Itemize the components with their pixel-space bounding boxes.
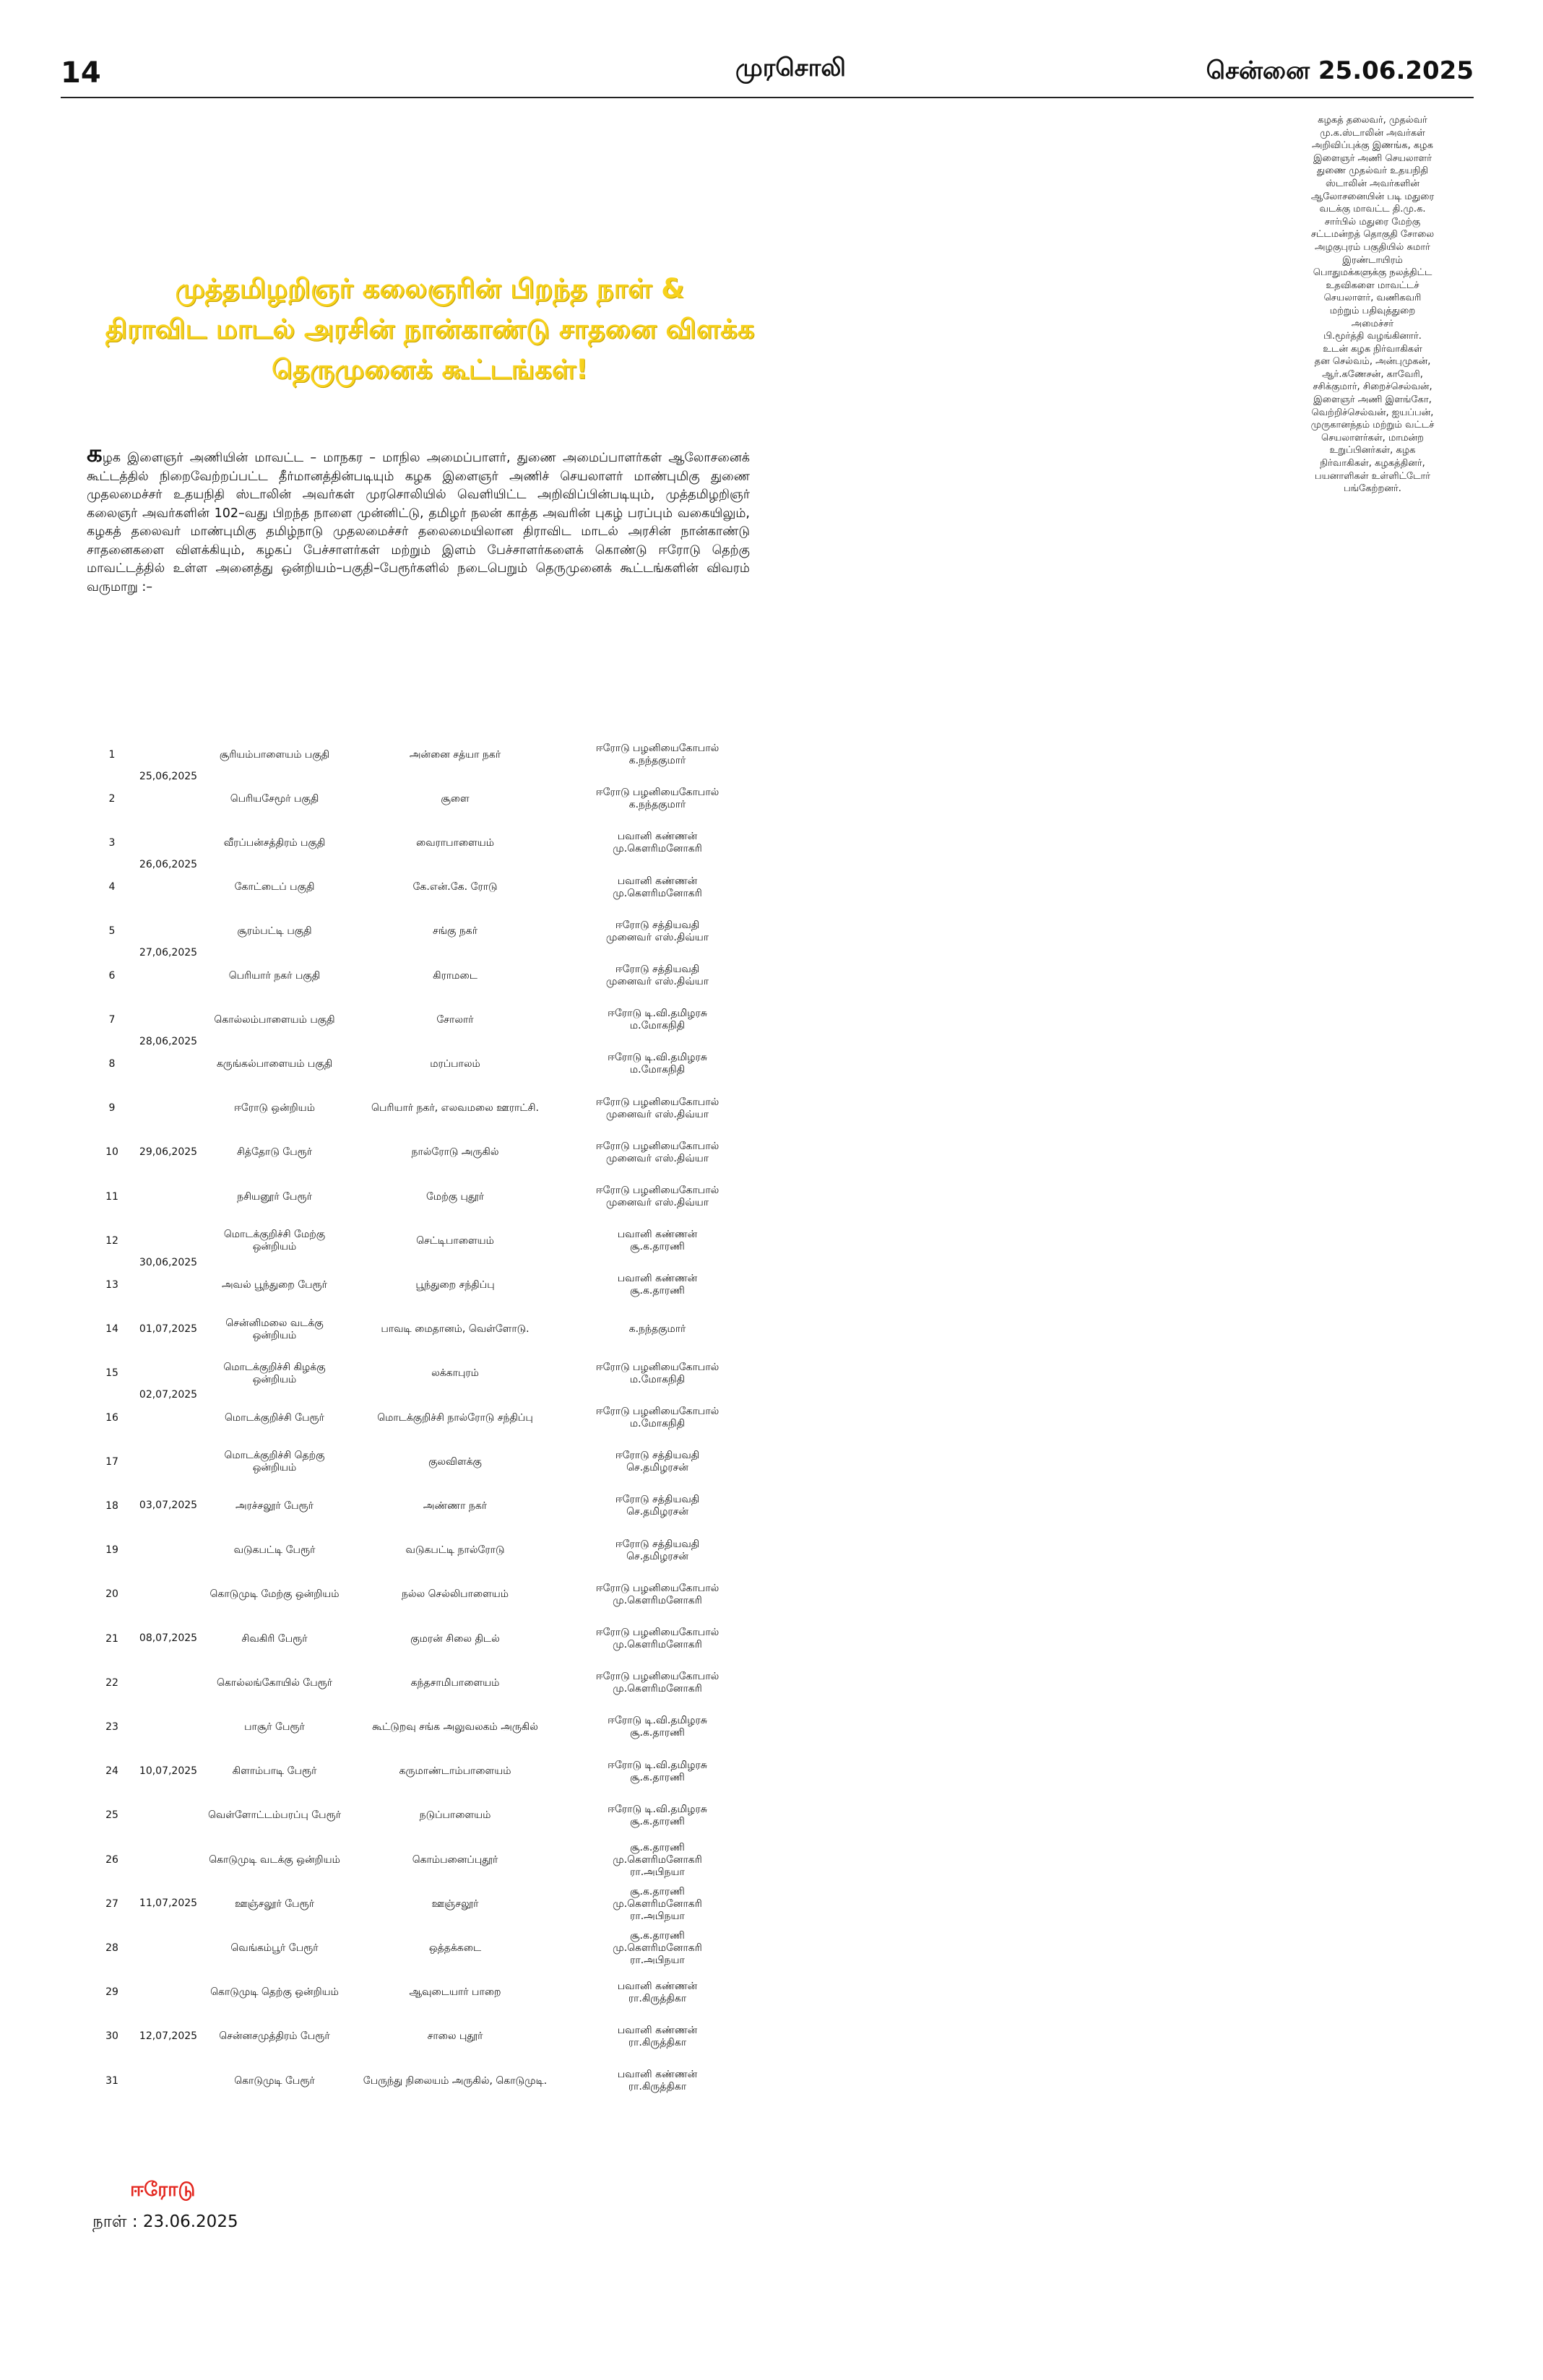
speaker-name: ரா.அபிநயா <box>630 1866 685 1878</box>
caption-line: அமைச்சர் <box>1351 318 1394 329</box>
speaker-name: ம.மோகநிதி <box>629 1020 686 1032</box>
table-row <box>94 955 744 997</box>
speaker-name: மு.கௌரிமனோகரி <box>613 1594 702 1606</box>
header-rule <box>61 97 1474 98</box>
caption-line: செயலாளர்கள், மாமன்ற <box>1321 432 1425 443</box>
speaker-name: க.நந்தகுமார் <box>628 755 686 766</box>
headline-line: முத்தமிழறிஞர் கலைஞரின் பிறந்த நாள் & <box>175 273 685 304</box>
caption-line: சசிக்குமார், சிறைச்செல்வன், <box>1313 381 1432 393</box>
speaker-name: ஈரோடு பழனியைகோபால் <box>595 1096 719 1108</box>
row-location: கூட்டுறவு சங்க அலுவலகம் அருகில் <box>372 1721 538 1733</box>
speaker-name: ஈரோடு பழனியைகோபால் <box>595 1361 719 1373</box>
schedule-date: 02,07,2025 <box>139 1389 198 1401</box>
row-place: கொடுமுடி வடக்கு ஒன்றியம் <box>209 1853 340 1866</box>
row-place: கருங்கல்பாளையம் பகுதி <box>216 1057 333 1070</box>
row-place: சூரியம்பாளையம் பகுதி <box>219 748 330 761</box>
row-place: வடுகபட்டி பேரூர் <box>233 1544 316 1557</box>
speaker-name: பவானி கண்ணன் <box>617 1980 698 1992</box>
row-place: வெள்ளோட்டம்பரப்பு பேரூர் <box>207 1809 342 1822</box>
row-location: குலவிளக்கு <box>428 1455 482 1468</box>
schedule-date: 01,07,2025 <box>139 1323 198 1335</box>
row-location: ஊஞ்சலூர் <box>431 1897 479 1910</box>
table-row <box>94 1397 744 1439</box>
table-row <box>94 1574 744 1616</box>
drop-cap: க <box>87 439 103 468</box>
row-location: சங்கு நகர் <box>432 925 478 938</box>
row-number: 28 <box>105 1942 118 1954</box>
table-row <box>94 2060 744 2102</box>
speaker-name: ஈரோடு பழனியைகோபால் <box>595 1582 719 1594</box>
row-speakers <box>571 2060 744 2102</box>
speaker-name: சூ.க.தாரணி <box>630 1841 685 1853</box>
row-number: 13 <box>105 1278 118 1291</box>
caption-line: அழகுபுரம் பகுதியில் சுமார் <box>1315 241 1430 253</box>
caption-line: ஆர்.கணேசன், காவேரி, <box>1322 368 1423 380</box>
speaker-name: ஈரோடு டி.வி.தமிழரசு <box>608 1759 707 1771</box>
schedule-date: 29,06,2025 <box>139 1146 198 1158</box>
table-row <box>94 1972 744 2014</box>
speaker-name: க.நந்தகுமார் <box>628 1323 686 1336</box>
page-number: 14 <box>61 56 101 90</box>
row-place: கொடுமுடி தெற்கு ஒன்றியம் <box>210 1986 339 1999</box>
row-location: வைராபாளையம் <box>415 836 495 849</box>
row-number: 7 <box>108 1013 116 1026</box>
row-place: அவல் பூந்துறை பேரூர் <box>221 1278 327 1291</box>
row-place: கொடுமுடி மேற்கு ஒன்றியம் <box>209 1588 340 1601</box>
speaker-name: பவானி கண்ணன் <box>617 1229 698 1241</box>
row-place: பாசூர் பேரூர் <box>244 1721 305 1733</box>
row-location: மேற்கு புதூர் <box>425 1190 485 1203</box>
speaker-name: மு.கௌரிமனோகரி <box>613 1942 702 1954</box>
schedule-date: 10,07,2025 <box>139 1765 198 1777</box>
row-number: 24 <box>105 1765 118 1778</box>
row-speakers <box>571 1264 744 1306</box>
photo-caption <box>1300 114 1445 496</box>
table-row <box>94 734 744 776</box>
row-speakers <box>571 1972 744 2014</box>
row-number: 16 <box>105 1411 118 1424</box>
table-row <box>94 1043 744 1085</box>
speaker-name: சூ.க.தாரணி <box>630 1771 685 1783</box>
caption-line: நிர்வாகிகள், கழகத்தினர், <box>1320 458 1425 469</box>
table-row <box>94 1264 744 1306</box>
row-speakers <box>571 999 744 1041</box>
row-location: கே.என்.கே. ரோடு <box>412 881 498 893</box>
row-place: சென்னிமலை வடக்கு ஒன்றியம் <box>225 1317 324 1341</box>
speaker-name: பவானி கண்ணன் <box>617 2069 698 2080</box>
row-number: 18 <box>105 1500 118 1512</box>
speaker-name: ஈரோடு பழனியைகோபால் <box>595 1140 719 1152</box>
row-number: 27 <box>105 1897 118 1910</box>
row-speakers <box>571 911 744 953</box>
speaker-name: ஈரோடு டி.வி.தமிழரசு <box>608 1715 707 1727</box>
caption-line: சார்பில் மதுரை மேற்கு <box>1324 216 1421 228</box>
row-number: 29 <box>105 1986 118 1999</box>
row-place: சூரம்பட்டி பகுதி <box>237 925 312 938</box>
row-number: 23 <box>105 1721 118 1733</box>
table-row <box>94 1530 744 1572</box>
row-speakers <box>571 778 744 820</box>
table-row <box>94 911 744 953</box>
row-location: கொம்பனைப்புதூர் <box>412 1853 498 1866</box>
schedule-date: 26,06,2025 <box>139 859 198 870</box>
row-number: 2 <box>108 792 116 805</box>
speaker-name: செ.தமிழரசன் <box>626 1506 688 1518</box>
row-number: 20 <box>105 1588 118 1601</box>
footer-district: ஈரோடு <box>130 2178 196 2201</box>
row-location: கருமாண்டாம்பாளையம் <box>399 1765 511 1778</box>
row-number: 26 <box>105 1853 118 1866</box>
row-place: சிவகிரி பேரூர் <box>241 1632 308 1645</box>
row-number: 10 <box>105 1146 118 1159</box>
schedule-date: 08,07,2025 <box>139 1632 198 1644</box>
speaker-name: செ.தமிழரசன் <box>626 1462 688 1474</box>
intro-text: ழக இளைஞர் அணியின் மாவட்ட – மாநகர – மாநில அமைப்பாளர், துணை அமைப்பாளர்கள் ஆலோசனைக் கூட்டத்தில் நிறைவேற்றப்பட்ட தீர்மானத்தின்படியும் கழக இளைஞர் அணிச் செயலாளர் மாண்புமிகு துணை முதலமைச்சர் உதயநிதி ஸ்டாலின் அவர்கள் முரசொலியில் வெளியிட்ட அறிவிப்பின்படியும், முத்தமிழறிஞர் கலைஞர் அவர்களின் 102–வது பிறந்த நாளை முன்னிட்டு, தமிழர் நலன் காத்த அவரின் புகழ் பரப்பும் வகையிலும், கழகத் தலைவர் மாண்புமிகு தமிழ்நாடு முதலமைச்சர் தலைமையிலான திராவிட மாடல் அரசின் நான்காண்டு சாதனைகளை விளக்கியும், கழகப் பேச்சாளர்கள் மற்றும் இளம் பேச்சாளர்களைக் கொண்டு ஈரோடு தெற்கு மாவட்டத்தில் உள்ள அனைத்து ஒன்றியம்–பகுதி–பேரூர்களில் நடைபெறும் தெருமுனைக் கூட்டங்களின் விவரம் வருமாறு :– <box>87 451 750 594</box>
row-location: லக்காபுரம் <box>431 1367 479 1380</box>
row-number: 11 <box>105 1190 118 1203</box>
row-speakers <box>571 1088 744 1130</box>
row-place: அரச்சலூர் பேரூர் <box>235 1500 314 1512</box>
row-number: 22 <box>105 1676 118 1689</box>
row-location: பூந்துறை சந்திப்பு <box>415 1278 495 1291</box>
row-speakers <box>571 734 744 776</box>
speaker-name: மு.கௌரிமனோகரி <box>613 843 702 855</box>
table-row <box>94 1353 744 1395</box>
footer-date: நாள் : 23.06.2025 <box>92 2212 238 2231</box>
row-speakers <box>571 1574 744 1616</box>
speaker-name: மு.கௌரிமனோகரி <box>613 1683 702 1695</box>
schedule-date: 03,07,2025 <box>139 1500 198 1512</box>
row-location: சாலை புதூர் <box>427 2030 483 2043</box>
row-speakers <box>571 2016 744 2058</box>
table-row <box>94 1176 744 1218</box>
row-place: கிளாம்பாடி பேரூர் <box>232 1765 317 1778</box>
row-location: அன்னை சத்யா நகர் <box>409 748 501 761</box>
caption-line: முருகானந்தம் மற்றும் வட்டச் <box>1310 420 1435 431</box>
speaker-name: சூ.க.தாரணி <box>630 1727 685 1739</box>
speaker-name: ம.மோகநிதி <box>629 1418 686 1429</box>
caption-line: உடன் கழக நிர்வாகிகள் <box>1323 343 1422 355</box>
headline <box>87 269 773 390</box>
row-location: வடுகபட்டி நால்ரோடு <box>405 1544 505 1557</box>
caption-line: வெற்றிச்செல்வன், ஐயப்பன், <box>1311 407 1434 418</box>
row-number: 5 <box>108 925 116 938</box>
speaker-name: ரா.கிருத்திகா <box>628 2081 687 2093</box>
row-number: 6 <box>108 969 116 982</box>
table-row <box>94 1088 744 1130</box>
caption-line: உதவிகளை மாவட்டச் <box>1326 280 1419 291</box>
row-place: ஈரோடு ஒன்றியம் <box>234 1102 315 1115</box>
speaker-name: மு.கௌரிமனோகரி <box>613 1897 702 1910</box>
row-location: குமரன் சிலை திடல் <box>410 1632 500 1645</box>
schedule-date: 28,06,2025 <box>139 1035 198 1047</box>
row-speakers <box>571 1043 744 1085</box>
table-row <box>94 1706 744 1748</box>
speaker-name: சூ.க.தாரணி <box>630 1885 685 1897</box>
row-speakers <box>571 1706 744 1748</box>
row-speakers <box>571 1309 744 1351</box>
speaker-name: பவானி கண்ணன் <box>617 2024 698 2036</box>
speaker-name: பவானி கண்ணன் <box>617 1273 698 1285</box>
row-place: வீரப்பன்சத்திரம் பகுதி <box>223 836 326 849</box>
row-number: 9 <box>108 1102 116 1115</box>
schedule-date: 25,06,2025 <box>139 770 198 782</box>
row-place: மொடக்குறிச்சி தெற்கு ஒன்றியம் <box>224 1450 325 1474</box>
caption-line: பயனாளிகள் உள்ளிட்டோர் <box>1314 470 1431 482</box>
caption-line: வடக்கு மாவட்ட தி.மு.க. <box>1319 204 1426 215</box>
speaker-name: ஈரோடு பழனியைகோபால் <box>595 1627 719 1638</box>
speaker-name: ஈரோடு சத்தியவதி <box>615 1538 700 1550</box>
row-speakers <box>571 955 744 997</box>
row-place: கொடுமுடி பேரூர் <box>234 2074 315 2087</box>
row-number: 17 <box>105 1455 118 1468</box>
table-row <box>94 1795 744 1837</box>
speaker-name: மு.கௌரிமனோகரி <box>613 1639 702 1650</box>
speaker-name: ஈரோடு பழனியைகோபால் <box>595 1406 719 1417</box>
row-speakers <box>571 1839 744 1881</box>
caption-line: இளைஞர் அணி இளங்கோ, <box>1313 394 1432 406</box>
row-number: 25 <box>105 1809 118 1822</box>
speaker-name: ஈரோடு சத்தியவதி <box>615 1450 700 1462</box>
row-location: ஒத்தக்கடை <box>428 1942 482 1954</box>
speaker-name: முனைவர் எஸ்.திவ்யா <box>605 1108 709 1120</box>
caption-line: இளைஞர் அணி செயலாளர் <box>1313 152 1432 164</box>
newspaper-name: முரசொலி <box>735 53 846 82</box>
table-row <box>94 999 744 1041</box>
row-number: 21 <box>105 1632 118 1645</box>
row-number: 1 <box>108 748 116 761</box>
row-number: 4 <box>108 881 116 893</box>
row-location: பாவடி மைதானம், வெள்ளோடு. <box>381 1323 530 1336</box>
row-place: நசியனூர் பேரூர் <box>237 1190 312 1203</box>
speaker-name: பவானி கண்ணன் <box>617 831 698 843</box>
row-location: மரப்பாலம் <box>430 1057 480 1070</box>
schedule-date: 27,06,2025 <box>139 947 198 959</box>
speaker-name: ஈரோடு சத்தியவதி <box>615 919 700 931</box>
table-row <box>94 1662 744 1704</box>
caption-line: மற்றும் பதிவுத்துறை <box>1329 305 1416 316</box>
row-speakers <box>571 867 744 909</box>
row-location: நல்ல செல்லிபாளையம் <box>401 1588 509 1601</box>
row-speakers <box>571 1795 744 1837</box>
headline-line: திராவிட மாடல் அரசின் நான்காண்டு சாதனை விளக்க <box>105 313 755 345</box>
row-speakers <box>571 1397 744 1439</box>
caption-line: உறுப்பினர்கள், கழக <box>1329 445 1416 456</box>
speaker-name: ஈரோடு சத்தியவதி <box>615 964 700 975</box>
row-place: வெங்கம்பூர் பேரூர் <box>230 1942 319 1954</box>
headline-line: தெருமுனைக் கூட்டங்கள்! <box>271 354 589 385</box>
caption-line: கழகத் தலைவர், முதல்வர் <box>1318 115 1427 126</box>
row-location: செட்டிபாளையம் <box>416 1234 494 1247</box>
row-place: பெரியார் நகர் பகுதி <box>228 969 321 982</box>
row-number: 31 <box>105 2074 118 2087</box>
caption-line: அறிவிப்புக்கு இணங்க, கழக <box>1312 140 1433 152</box>
speaker-name: சூ.க.தாரணி <box>630 1929 685 1942</box>
row-place: கொல்லங்கோயில் பேரூர் <box>216 1676 333 1689</box>
speaker-name: ம.மோகநிதி <box>629 1373 686 1385</box>
speaker-name: ஈரோடு டி.வி.தமிழரசு <box>608 1052 707 1064</box>
table-row <box>94 778 744 820</box>
speaker-name: ரா.அபிநயா <box>630 1910 685 1922</box>
row-number: 14 <box>105 1323 118 1336</box>
speaker-name: முனைவர் எஸ்.திவ்யா <box>605 976 709 987</box>
schedule-date: 12,07,2025 <box>139 2030 198 2042</box>
speaker-name: ரா.கிருத்திகா <box>628 2036 687 2048</box>
speaker-name: ஈரோடு டி.வி.தமிழரசு <box>608 1008 707 1020</box>
row-location: கந்தசாமிபாளையம் <box>410 1676 500 1689</box>
row-location: அண்ணா நகர் <box>423 1500 488 1512</box>
row-number: 3 <box>108 836 116 849</box>
row-location: கிராமடை <box>433 969 477 982</box>
row-location: பேருந்து நிலையம் அருகில், கொடுமுடி. <box>363 2074 548 2087</box>
row-number: 8 <box>108 1057 116 1070</box>
row-speakers <box>571 1530 744 1572</box>
speaker-name: ஈரோடு டி.வி.தமிழரசு <box>608 1803 707 1815</box>
speaker-name: சூ.க.தாரணி <box>630 1815 685 1827</box>
caption-line: செயலாளர், வணிகவரி <box>1323 293 1422 304</box>
row-place: சித்தோடு பேரூர் <box>236 1146 313 1159</box>
speaker-name: ஈரோடு பழனியைகோபால் <box>595 743 719 754</box>
schedule-date: 30,06,2025 <box>139 1256 198 1268</box>
row-speakers <box>571 1618 744 1660</box>
row-place: ஊஞ்சலூர் பேரூர் <box>234 1897 315 1910</box>
row-speakers <box>571 1883 744 1925</box>
speaker-name: ஈரோடு சத்தியவதி <box>615 1494 700 1506</box>
speaker-name: ம.மோகநிதி <box>629 1064 686 1076</box>
row-speakers <box>571 1176 744 1218</box>
caption-line: துணை முதல்வர் உதயநிதி <box>1316 165 1429 177</box>
table-row <box>94 867 744 909</box>
row-speakers <box>571 1132 744 1174</box>
row-location: நால்ரோடு அருகில் <box>411 1146 499 1159</box>
row-number: 30 <box>105 2030 118 2043</box>
speaker-name: க.நந்தகுமார் <box>628 799 686 811</box>
row-speakers <box>571 1751 744 1793</box>
speaker-name: மு.கௌரிமனோகரி <box>613 1853 702 1866</box>
schedule-date: 11,07,2025 <box>139 1897 198 1910</box>
table-row <box>94 1839 744 1881</box>
intro-paragraph <box>87 439 750 597</box>
table-row <box>94 1220 744 1262</box>
speaker-name: ஈரோடு பழனியைகோபால் <box>595 1185 719 1196</box>
speaker-name: முனைவர் எஸ்.திவ்யா <box>605 931 709 943</box>
row-number: 12 <box>105 1234 118 1247</box>
caption-line: சட்டமன்றத் தொகுதி சோலை <box>1310 229 1435 241</box>
speaker-name: மு.கௌரிமனோகரி <box>613 887 702 899</box>
caption-line: தன செல்வம், அன்புமுகன், <box>1314 356 1431 368</box>
row-place: மொடக்குறிச்சி பேரூர் <box>225 1411 324 1424</box>
caption-line: பங்கேற்றனர். <box>1344 483 1401 495</box>
row-speakers <box>571 1353 744 1395</box>
table-row <box>94 1441 744 1483</box>
speaker-name: முனைவர் எஸ்.திவ்யா <box>605 1152 709 1164</box>
row-location: பெரியார் நகர், எலவமலை ஊராட்சி. <box>371 1102 539 1115</box>
row-speakers <box>571 1927 744 1969</box>
caption-line: பொதுமக்களுக்கு நலத்திட்ட <box>1313 267 1432 279</box>
caption-line: இரண்டாயிரம் <box>1342 254 1403 266</box>
row-place: மொடக்குறிச்சி மேற்கு ஒன்றியம் <box>223 1229 326 1253</box>
caption-line: மு.க.ஸ்டாலின் அவர்கள் <box>1320 127 1425 139</box>
row-speakers <box>571 1485 744 1527</box>
row-speakers <box>571 1220 744 1262</box>
speaker-name: சூ.க.தாரணி <box>630 1285 685 1297</box>
row-number: 19 <box>105 1544 118 1557</box>
row-place: மொடக்குறிச்சி கிழக்கு ஒன்றியம் <box>223 1361 326 1385</box>
row-location: மொடக்குறிச்சி நால்ரோடு சந்திப்பு <box>377 1411 533 1424</box>
row-speakers <box>571 822 744 864</box>
row-speakers <box>571 1662 744 1704</box>
caption-line: பி.மூர்த்தி வழங்கினார். <box>1323 331 1422 342</box>
row-place: கோட்டைப் பகுதி <box>234 881 315 893</box>
row-location: சூளை <box>441 792 470 805</box>
row-location: சோலார் <box>436 1013 474 1026</box>
row-place: கொல்லம்பாளையம் பகுதி <box>214 1013 335 1026</box>
speaker-name: பவானி கண்ணன் <box>617 875 698 887</box>
speaker-name: முனைவர் எஸ்.திவ்யா <box>605 1197 709 1208</box>
speaker-name: ஈரோடு பழனியைகோபால் <box>595 1671 719 1683</box>
row-number: 15 <box>105 1367 118 1380</box>
row-location: நடுப்பாளையம் <box>419 1809 491 1822</box>
caption-line: ஆலோசனையின் படி மதுரை <box>1310 191 1435 202</box>
caption-line: ஸ்டாலின் அவர்களின் <box>1325 178 1420 189</box>
table-row <box>94 1927 744 1969</box>
row-place: பெரியசேமூர் பகுதி <box>230 792 319 805</box>
speaker-name: ரா.அபிநயா <box>630 1954 685 1966</box>
speaker-name: ஈரோடு பழனியைகோபால் <box>595 787 719 799</box>
speaker-name: செ.தமிழரசன் <box>626 1550 688 1562</box>
row-speakers <box>571 1441 744 1483</box>
table-row <box>94 822 744 864</box>
speaker-name: சூ.க.தாரணி <box>630 1241 685 1253</box>
row-place: சென்னசமுத்திரம் பேரூர் <box>219 2030 330 2043</box>
row-location: ஆவுடையார் பாறை <box>409 1986 501 1999</box>
speaker-name: ரா.கிருத்திகா <box>628 1992 687 2004</box>
dateline: சென்னை 25.06.2025 <box>1206 56 1474 85</box>
